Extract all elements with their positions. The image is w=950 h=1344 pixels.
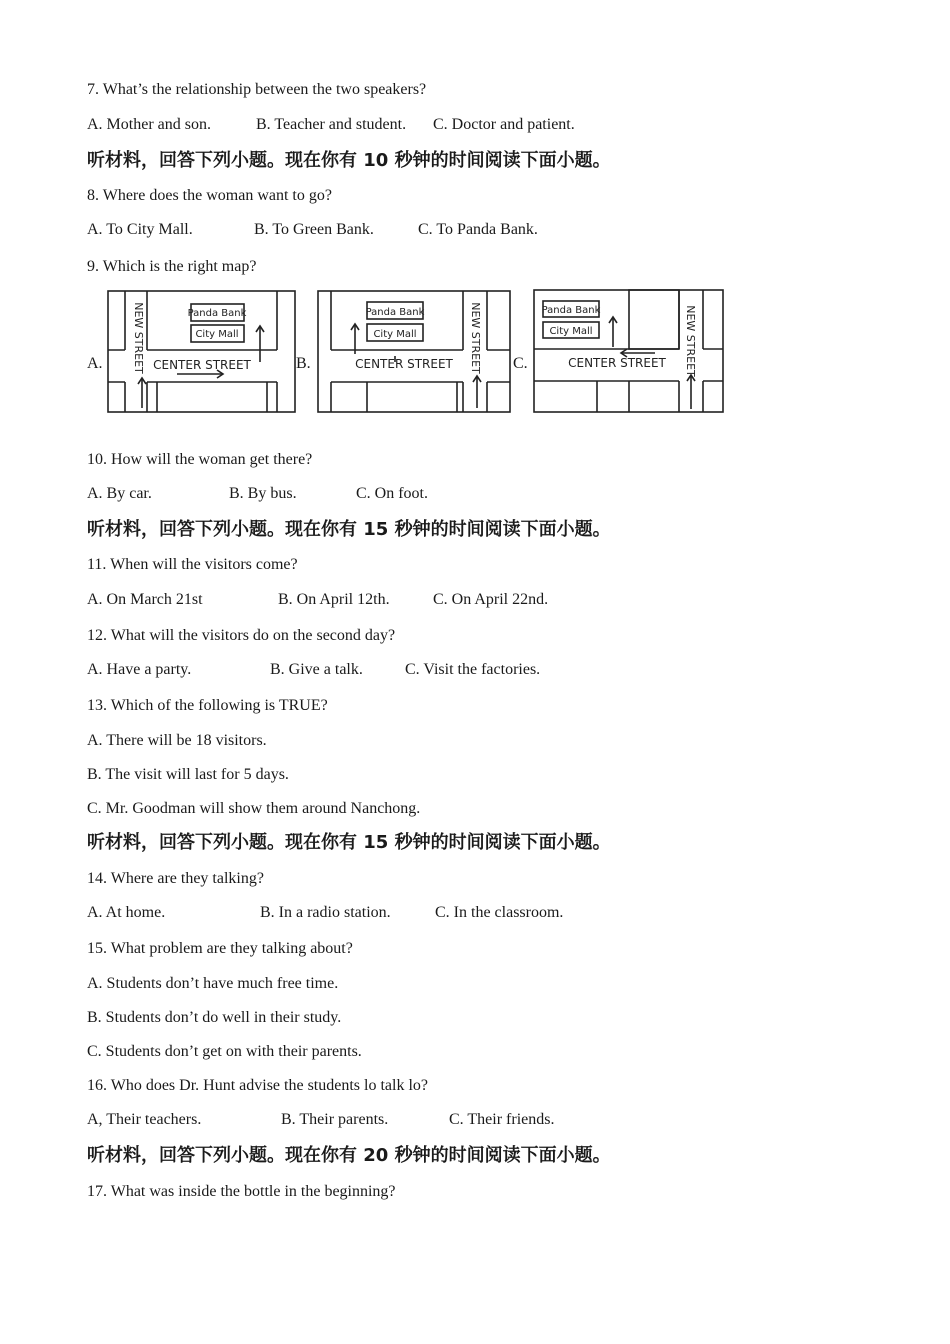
q9-map-b-label: B. <box>296 355 311 372</box>
q9-question: 9. Which is the right map? <box>87 258 257 275</box>
q14-option-a: A. At home. <box>87 904 166 921</box>
map-c-panda-bank: Panda Bank <box>541 305 601 316</box>
q8-option-a: A. To City Mall. <box>87 221 193 238</box>
map-a-panda-bank: Panda Bank <box>187 308 247 319</box>
q12-question: 12. What will the visitors do on the second day? <box>87 627 396 644</box>
q12-option-a: A. Have a party. <box>87 661 192 678</box>
q14-question: 14. Where are they talking? <box>87 870 264 887</box>
q10-question: 10. How will the woman get there? <box>87 451 313 468</box>
q14-option-c: C. In the classroom. <box>435 904 564 921</box>
q13-question: 13. Which of the following is TRUE? <box>87 697 328 714</box>
q16-option-c: C. Their friends. <box>449 1111 555 1128</box>
q15-option-b: B. Students don’t do well in their study. <box>87 1009 342 1026</box>
map-c-city-mall: City Mall <box>549 326 593 337</box>
q9-map-a-label: A. <box>87 355 103 372</box>
map-c-block <box>629 290 679 349</box>
q13-option-a: A. There will be 18 visitors. <box>87 732 267 749</box>
map-b-city-mall: City Mall <box>373 329 417 340</box>
q10-option-c: C. On foot. <box>356 485 428 502</box>
q13-option-b: B. The visit will last for 5 days. <box>87 766 289 783</box>
q11-option-a: A. On March 21st <box>87 591 203 608</box>
q11-option-c: C. On April 22nd. <box>433 591 549 608</box>
section-instruction-4: 听材料，回答下列小题。现在你有 20 秒钟的时间阅读下面小题。 <box>87 1145 611 1166</box>
q8-option-b: B. To Green Bank. <box>254 221 374 238</box>
q9-map-b <box>317 290 512 414</box>
q15-option-a: A. Students don’t have much free time. <box>87 975 339 992</box>
section-instruction-2: 听材料，回答下列小题。现在你有 15 秒钟的时间阅读下面小题。 <box>87 519 611 540</box>
q16-option-a: A, Their teachers. <box>87 1111 202 1128</box>
q7-option-a: A. Mother and son. <box>87 116 211 133</box>
map-a-center-street: CENTER STREET <box>153 358 251 372</box>
q14-option-b: B. In a radio station. <box>260 904 391 921</box>
section-instruction-1: 听材料，回答下列小题。现在你有 10 秒钟的时间阅读下面小题。 <box>87 150 611 171</box>
q9-map-c-label: C. <box>513 355 528 372</box>
q8-option-c: C. To Panda Bank. <box>418 221 538 238</box>
map-c-center-street: CENTER STREET <box>568 356 666 370</box>
map-a-city-mall: City Mall <box>195 329 239 340</box>
q15-option-c: C. Students don’t get on with their parents. <box>87 1043 362 1060</box>
q12-option-b: B. Give a talk. <box>270 661 363 678</box>
q10-option-b: B. By bus. <box>229 485 297 502</box>
section-instruction-3: 听材料，回答下列小题。现在你有 15 秒钟的时间阅读下面小题。 <box>87 832 611 853</box>
q7-option-b: B. Teacher and student. <box>256 116 407 133</box>
map-b-new-street: NEW STREET <box>469 302 482 374</box>
q13-option-c: C. Mr. Goodman will show them around Nanchong. <box>87 800 421 817</box>
q10-option-a: A. By car. <box>87 485 152 502</box>
q7-question: 7. What’s the relationship between the two speakers? <box>87 81 427 98</box>
q7-option-c: C. Doctor and patient. <box>433 116 575 133</box>
q12-option-c: C. Visit the factories. <box>405 661 541 678</box>
q17-question: 17. What was inside the bottle in the beginning? <box>87 1183 396 1200</box>
map-c-new-street: NEW STREET <box>684 305 697 377</box>
map-b-panda-bank: Panda Bank <box>365 307 425 318</box>
q9-map-a <box>107 290 297 414</box>
map-b-center-street: CENTER STREET <box>355 357 453 371</box>
q16-question: 16. Who does Dr. Hunt advise the students lo talk lo? <box>87 1077 428 1094</box>
q8-question: 8. Where does the woman want to go? <box>87 187 332 204</box>
q15-question: 15. What problem are they talking about? <box>87 940 353 957</box>
q16-option-b: B. Their parents. <box>281 1111 389 1128</box>
q9-map-c <box>533 289 725 414</box>
q11-question: 11. When will the visitors come? <box>87 556 298 573</box>
map-a-new-street: NEW STREET <box>132 302 145 374</box>
q11-option-b: B. On April 12th. <box>278 591 390 608</box>
